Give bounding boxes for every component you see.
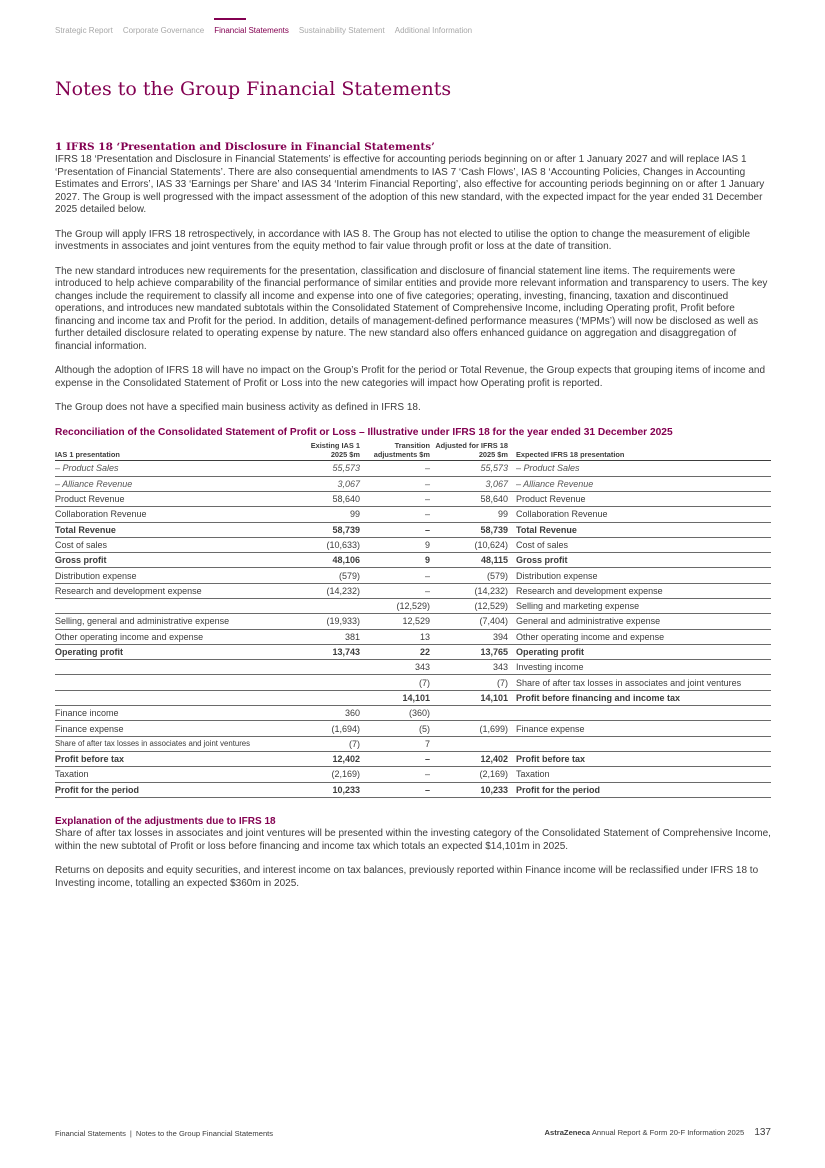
page-number: 137: [754, 1127, 771, 1138]
cell-transition-value: 9: [363, 537, 433, 552]
footer-brand: AstraZeneca: [544, 1128, 591, 1137]
cell-transition-value: –: [363, 461, 433, 476]
cell-transition-value: 13: [363, 629, 433, 644]
table-row: [55, 629, 771, 644]
cell-transition-value: –: [363, 491, 433, 506]
cell-adjusted-value: (579): [433, 568, 511, 583]
cell-ias1-label: – Product Sales: [55, 461, 297, 476]
cell-expected-label: Selling and marketing expense: [511, 598, 771, 613]
cell-transition-value: 9: [363, 553, 433, 568]
cell-ias1-label: Finance income: [55, 706, 297, 721]
cell-adjusted-value: (10,624): [433, 537, 511, 552]
explanation-heading: Explanation of the adjustments due to IFRS 18: [55, 815, 276, 827]
cell-expected-label: Share of after tax losses in associates and joint ventures: [511, 675, 771, 690]
cell-transition-value: –: [363, 583, 433, 598]
nav-sustainability-statement[interactable]: Sustainability Statement: [298, 26, 385, 35]
cell-expected-label: Profit before tax: [511, 751, 771, 766]
cell-existing-value: (579): [297, 568, 363, 583]
cell-transition-value: 343: [363, 660, 433, 675]
cell-existing-value: [297, 598, 363, 613]
cell-existing-value: [297, 660, 363, 675]
table-row: [55, 583, 771, 598]
cell-expected-label: Cost of sales: [511, 537, 771, 552]
top-navigation: [55, 18, 472, 35]
requirements-paragraph: The new standard introduces new requirements for the presentation, classification and disclosure of financial statement line items. The requirements were introduced to help achieve comparability of the financial performance of similar entities and provide more relevant information and transparency to users. The key changes include the requirement to classify all income and expense into one of five categories; operating, investing, financing, taxation and discontinued operations, and introduces new mandated subtotals within the Consolidated Statement of Comprehensive Income, including Operating profit, Profit before financing and income tax and Profit for the period. In addition, details of management-defined performance measures (‘MPMs’) will now be disclosed as well as further detailed disclosure related to operating expense by nature. The new standard also offers enhanced guidance on aggregation and disaggregation of financial information.: [55, 265, 768, 352]
table-row: [55, 767, 771, 782]
table-row: [55, 598, 771, 613]
impact-paragraph: Although the adoption of IFRS 18 will have no impact on the Group’s Profit for the period or Total Revenue, the Group expects that grouping items of income and expense in the Consolidated Statement of Profit or Loss into the new categories will impact how Operating profit is reported.: [55, 365, 766, 389]
cell-ias1-label: Cost of sales: [55, 537, 297, 552]
cell-transition-value: –: [363, 507, 433, 522]
cell-adjusted-value: 48,115: [433, 553, 511, 568]
table-header-row: [55, 441, 771, 461]
table-row: [55, 644, 771, 659]
cell-transition-value: –: [363, 522, 433, 537]
reconciliation-table: [55, 441, 771, 798]
cell-adjusted-value: 58,640: [433, 491, 511, 506]
cell-ias1-label: Profit for the period: [55, 782, 297, 797]
cell-ias1-label: Selling, general and administrative expense: [55, 614, 297, 629]
cell-expected-label: [511, 736, 771, 751]
cell-adjusted-value: 13,765: [433, 644, 511, 659]
cell-expected-label: Distribution expense: [511, 568, 771, 583]
cell-transition-value: (12,529): [363, 598, 433, 613]
cell-adjusted-value: (1,699): [433, 721, 511, 736]
nav-strategic-report[interactable]: Strategic Report: [55, 26, 113, 35]
table-row: [55, 537, 771, 552]
cell-ias1-label: Operating profit: [55, 644, 297, 659]
table-row: [55, 553, 771, 568]
table-row: [55, 706, 771, 721]
cell-adjusted-value: [433, 736, 511, 751]
cell-transition-value: –: [363, 782, 433, 797]
header-transition-adjustments: Transition adjustments $m: [363, 441, 433, 461]
retrospective-paragraph: The Group will apply IFRS 18 retrospectively, in accordance with IAS 8. The Group has not elected to utilise the option to change the measurement of eligible investments in associates and joint ventures from the equity method to fair value through profit or loss at the date of transition.: [55, 228, 751, 252]
cell-ias1-label: Distribution expense: [55, 568, 297, 583]
table-row: [55, 491, 771, 506]
cell-adjusted-value: 394: [433, 629, 511, 644]
cell-ias1-label: Collaboration Revenue: [55, 507, 297, 522]
main-content: [55, 141, 771, 902]
nav-financial-statements[interactable]: Financial Statements: [214, 18, 289, 35]
table-row: [55, 721, 771, 736]
cell-expected-label: – Alliance Revenue: [511, 476, 771, 491]
cell-ias1-label: Other operating income and expense: [55, 629, 297, 644]
cell-adjusted-value: 343: [433, 660, 511, 675]
nav-additional-information[interactable]: Additional Information: [394, 26, 473, 35]
cell-existing-value: (19,933): [297, 614, 363, 629]
header-existing-ias1: Existing IAS 1 2025 $m: [297, 441, 363, 461]
cell-adjusted-value: 3,067: [433, 476, 511, 491]
cell-expected-label: – Product Sales: [511, 461, 771, 476]
cell-adjusted-value: 55,573: [433, 461, 511, 476]
cell-transition-value: –: [363, 476, 433, 491]
cell-existing-value: (2,169): [297, 767, 363, 782]
cell-transition-value: 7: [363, 736, 433, 751]
cell-transition-value: –: [363, 568, 433, 583]
table-row: [55, 660, 771, 675]
cell-ias1-label: [55, 660, 297, 675]
cell-existing-value: 48,106: [297, 553, 363, 568]
cell-existing-value: 12,402: [297, 751, 363, 766]
header-expected-ifrs18: Expected IFRS 18 presentation: [511, 441, 771, 461]
nav-corporate-governance[interactable]: Corporate Governance: [122, 26, 205, 35]
cell-transition-value: 12,529: [363, 614, 433, 629]
footer-section[interactable]: Financial Statements: [55, 1129, 126, 1138]
table-row: [55, 507, 771, 522]
header-ias1-presentation: IAS 1 presentation: [55, 441, 297, 461]
cell-ias1-label: [55, 675, 297, 690]
explanation-paragraph-associates: Share of after tax losses in associates and joint ventures will be presented within the investing category of the Consolidated Statement of Comprehensive Income, within the new subtotal of Profit or loss before financing and income tax which totals an expected $14,101m in 2025.: [55, 828, 771, 852]
table-row: [55, 675, 771, 690]
table-row: [55, 522, 771, 537]
cell-existing-value: 58,640: [297, 491, 363, 506]
cell-existing-value: 13,743: [297, 644, 363, 659]
cell-expected-label: General and administrative expense: [511, 614, 771, 629]
cell-expected-label: Total Revenue: [511, 522, 771, 537]
cell-adjusted-value: (12,529): [433, 598, 511, 613]
cell-existing-value: 381: [297, 629, 363, 644]
cell-expected-label: Gross profit: [511, 553, 771, 568]
cell-adjusted-value: 58,739: [433, 522, 511, 537]
cell-existing-value: [297, 675, 363, 690]
cell-adjusted-value: (7,404): [433, 614, 511, 629]
cell-transition-value: (7): [363, 675, 433, 690]
cell-transition-value: 22: [363, 644, 433, 659]
footer-breadcrumb: [55, 1129, 273, 1138]
cell-ias1-label: Profit before tax: [55, 751, 297, 766]
cell-transition-value: –: [363, 767, 433, 782]
section-heading: 1 IFRS 18 ‘Presentation and Disclosure in Financial Statements’: [55, 141, 435, 153]
table-row: [55, 568, 771, 583]
cell-transition-value: (5): [363, 721, 433, 736]
table-row: [55, 782, 771, 797]
cell-transition-value: 14,101: [363, 690, 433, 705]
cell-expected-label: Collaboration Revenue: [511, 507, 771, 522]
cell-expected-label: Profit before financing and income tax: [511, 690, 771, 705]
cell-existing-value: 99: [297, 507, 363, 522]
table-row: [55, 476, 771, 491]
footer-separator: |: [129, 1129, 132, 1138]
cell-expected-label: Product Revenue: [511, 491, 771, 506]
cell-ias1-label: Total Revenue: [55, 522, 297, 537]
cell-existing-value: 360: [297, 706, 363, 721]
table-row: [55, 690, 771, 705]
cell-expected-label: Operating profit: [511, 644, 771, 659]
cell-expected-label: Other operating income and expense: [511, 629, 771, 644]
business-activity-paragraph: The Group does not have a specified main business activity as defined in IFRS 18.: [55, 402, 421, 413]
table-row: [55, 461, 771, 476]
cell-expected-label: [511, 706, 771, 721]
intro-paragraph: IFRS 18 ‘Presentation and Disclosure in Financial Statements’ is effective for accounting periods beginning on or after 1 January 2027 and will replace IAS 1 ‘Presentation of Financial Statements’. There are also consequential amendments to IAS 7 ‘Cash Flows’, IAS 8 ‘Accounting Policies, Changes in Accounting Estimates and Errors’, IAS 33 ‘Earnings per Share’ and IAS 34 ‘Interim Financial Reporting’, also effective for accounting periods beginning on or after 1 January 2027. The Group is well progressed with the impact assessment of the adoption of this new standard, with the expected impact for the year ended 31 December 2025 detailed below.: [55, 154, 765, 215]
cell-existing-value: [297, 690, 363, 705]
cell-existing-value: (14,232): [297, 583, 363, 598]
cell-adjusted-value: [433, 706, 511, 721]
footer-report-info: [545, 1127, 771, 1138]
page-title: Notes to the Group Financial Statements: [55, 78, 452, 100]
table-body: [55, 461, 771, 798]
cell-ias1-label: [55, 598, 297, 613]
cell-ias1-label: Finance expense: [55, 721, 297, 736]
cell-expected-label: Investing income: [511, 660, 771, 675]
cell-existing-value: 55,573: [297, 461, 363, 476]
cell-expected-label: Finance expense: [511, 721, 771, 736]
table-row: [55, 614, 771, 629]
cell-adjusted-value: (2,169): [433, 767, 511, 782]
cell-adjusted-value: 10,233: [433, 782, 511, 797]
cell-expected-label: Research and development expense: [511, 583, 771, 598]
cell-transition-value: (360): [363, 706, 433, 721]
table-row: [55, 751, 771, 766]
cell-ias1-label: Share of after tax losses in associates and joint ventures: [55, 736, 297, 751]
cell-ias1-label: Taxation: [55, 767, 297, 782]
cell-existing-value: (10,633): [297, 537, 363, 552]
footer-subsection[interactable]: Notes to the Group Financial Statements: [135, 1129, 274, 1138]
cell-expected-label: Profit for the period: [511, 782, 771, 797]
cell-ias1-label: Gross profit: [55, 553, 297, 568]
cell-existing-value: (7): [297, 736, 363, 751]
cell-adjusted-value: 14,101: [433, 690, 511, 705]
cell-adjusted-value: 99: [433, 507, 511, 522]
cell-existing-value: 58,739: [297, 522, 363, 537]
cell-adjusted-value: 12,402: [433, 751, 511, 766]
cell-existing-value: (1,694): [297, 721, 363, 736]
cell-transition-value: –: [363, 751, 433, 766]
table-title: Reconciliation of the Consolidated Statement of Profit or Loss – Illustrative under IFRS 18 for the year ended 31 December 2025: [55, 426, 673, 438]
cell-ias1-label: Research and development expense: [55, 583, 297, 598]
footer-report-title: Annual Report & Form 20-F Information 2025: [591, 1128, 745, 1137]
cell-adjusted-value: (7): [433, 675, 511, 690]
cell-expected-label: Taxation: [511, 767, 771, 782]
cell-existing-value: 10,233: [297, 782, 363, 797]
cell-ias1-label: – Alliance Revenue: [55, 476, 297, 491]
table-row: [55, 736, 771, 751]
header-adjusted-ifrs18: Adjusted for IFRS 18 2025 $m: [433, 441, 511, 461]
cell-ias1-label: [55, 690, 297, 705]
cell-ias1-label: Product Revenue: [55, 491, 297, 506]
explanation-paragraph-finance-income: Returns on deposits and equity securities, and interest income on tax balances, previously reported within Finance income will be reclassified under IFRS 18 to Investing income, totalling an expected $360m in 2025.: [55, 865, 759, 889]
cell-adjusted-value: (14,232): [433, 583, 511, 598]
cell-existing-value: 3,067: [297, 476, 363, 491]
